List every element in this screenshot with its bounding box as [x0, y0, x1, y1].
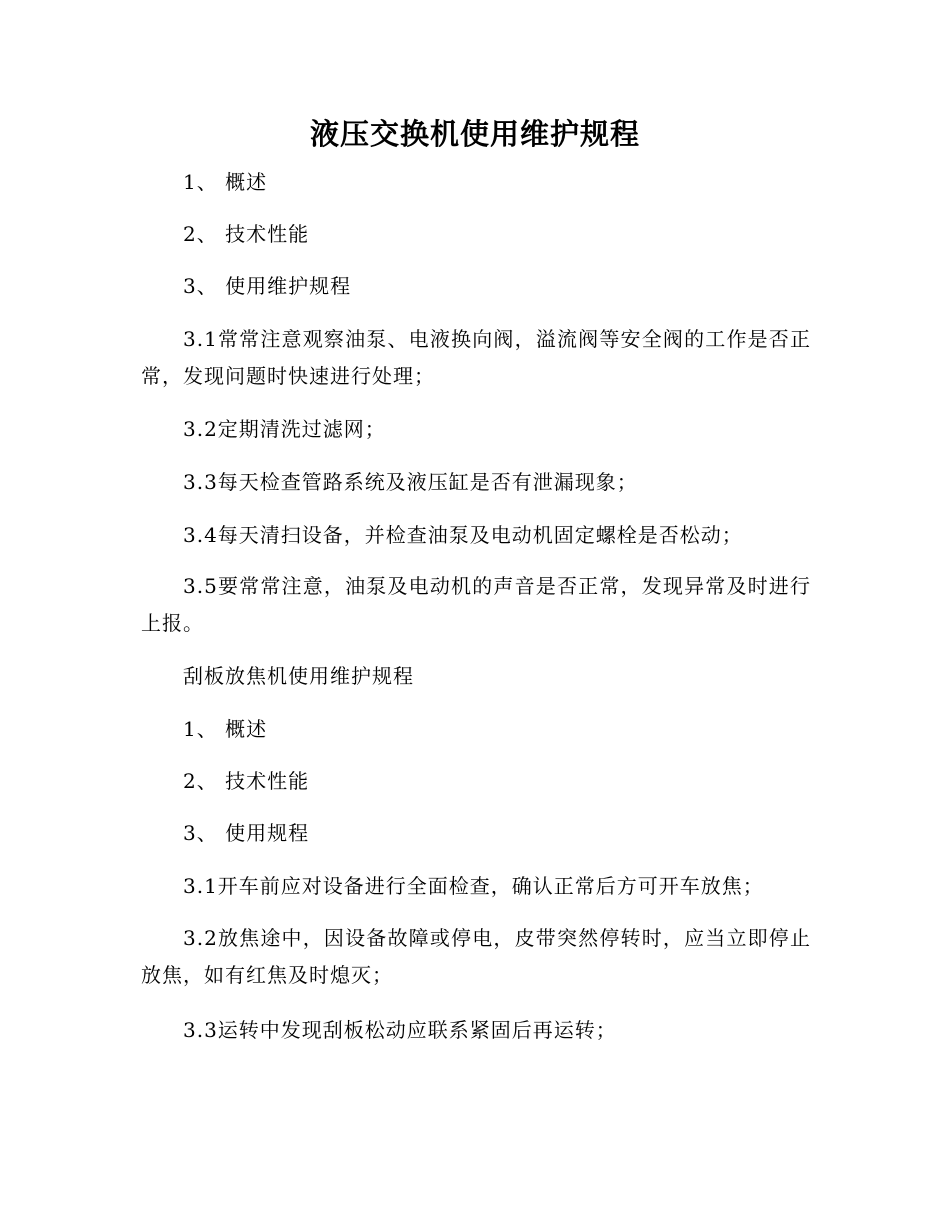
section2-rule-3-3: 3.3运转中发现刮板松动应联系紧固后再运转；: [183, 1018, 617, 1042]
section1-rule-3-1: 3.1常常注意观察油泵、电液换向阀，溢流阀等安全阀的工作是否正常，发现问题时快速进行处理；: [141, 327, 811, 388]
document-title: 液压交换机使用维护规程: [309, 117, 640, 151]
section2-rule-3-1: 3.1开车前应对设备进行全面检查，确认正常后方可开车放焦；: [183, 874, 764, 898]
section1-rule-3-2: 3.2定期清洗过滤网；: [183, 417, 386, 441]
section2-item-performance: 2、 技术性能: [183, 769, 310, 793]
section1-item-overview: 1、 概述: [183, 170, 268, 194]
section1-item-performance: 2、 技术性能: [183, 222, 310, 246]
section1-item-rules: 3、 使用维护规程: [183, 274, 352, 298]
section2-rule-3-2: 3.2放焦途中，因设备故障或停电，皮带突然停转时，应当立即停止放焦，如有红焦及时熄灭；: [141, 926, 811, 987]
section1-rule-3-5: 3.5要常常注意，油泵及电动机的声音是否正常，发现异常及时进行上报。: [141, 574, 811, 635]
section1-rule-3-3: 3.3每天检查管路系统及液压缸是否有泄漏现象；: [183, 470, 638, 494]
section2-heading: 刮板放焦机使用维护规程: [183, 664, 414, 688]
section1-rule-3-4: 3.4每天清扫设备，并检查油泵及电动机固定螺栓是否松动；: [183, 523, 743, 547]
section2-item-rules: 3、 使用规程: [183, 821, 310, 845]
section2-item-overview: 1、 概述: [183, 717, 268, 741]
